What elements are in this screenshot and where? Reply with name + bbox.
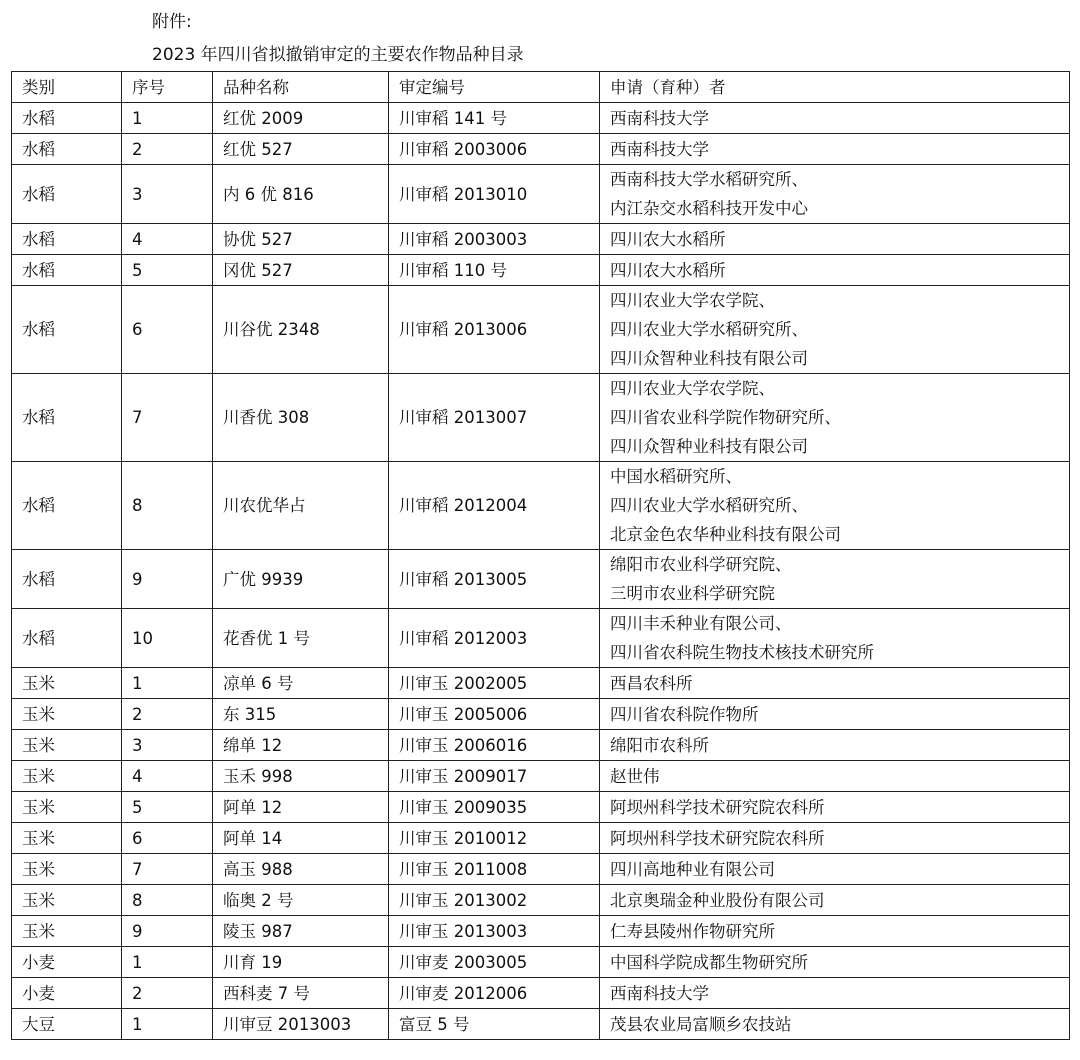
variety-name-cell: 西科麦 7 号 [213, 978, 389, 1009]
approval-number-cell: 川审稻 2013007 [389, 374, 600, 462]
variety-name-cell: 陵玉 987 [213, 916, 389, 947]
applicant-cell [600, 550, 1070, 609]
applicant-cell [600, 978, 1070, 1009]
number-cell: 10 [122, 609, 213, 668]
applicant-cell [600, 609, 1070, 668]
applicant-line: 赵世伟 [610, 766, 660, 786]
applicant-cell [600, 792, 1070, 823]
approval-number-cell: 川审麦 2003005 [389, 947, 600, 978]
applicant-line: 三明市农业科学研究院 [610, 584, 775, 603]
approval-number-cell: 川审稻 2003006 [389, 134, 600, 165]
approval-number-cell: 川审稻 110 号 [389, 255, 600, 286]
table-row [12, 103, 1070, 134]
applicant-line: 阿坝州科学技术研究院农科所 [610, 797, 825, 817]
category-cell: 水稻 [12, 224, 122, 255]
category-cell: 玉米 [12, 668, 122, 699]
variety-name-cell: 冈优 527 [213, 255, 389, 286]
number-cell: 2 [122, 134, 213, 165]
applicant-line: 四川丰禾种业有限公司、 [610, 614, 792, 633]
attachment-label: 附件: [152, 12, 192, 32]
number-cell: 1 [122, 1009, 213, 1040]
category-cell: 水稻 [12, 165, 122, 224]
number-cell: 1 [122, 103, 213, 134]
applicant-cell [600, 134, 1070, 165]
approval-number-cell: 川审稻 2013005 [389, 550, 600, 609]
applicant-cell [600, 165, 1070, 224]
variety-name-cell: 高玉 988 [213, 854, 389, 885]
number-cell: 4 [122, 224, 213, 255]
header-variety-name: 品种名称 [213, 72, 389, 103]
applicant-cell [600, 730, 1070, 761]
approval-number-cell: 川审玉 2013003 [389, 916, 600, 947]
applicant-cell [600, 462, 1070, 550]
applicant-line: 绵阳市农科所 [610, 735, 709, 755]
header-applicant: 申请（育种）者 [600, 72, 1070, 103]
table-header-row [12, 72, 1070, 103]
applicant-cell [600, 286, 1070, 374]
number-cell: 7 [122, 374, 213, 462]
header-approval-number: 审定编号 [389, 72, 600, 103]
category-cell: 玉米 [12, 823, 122, 854]
number-cell: 5 [122, 255, 213, 286]
applicant-cell [600, 668, 1070, 699]
applicant-line: 北京奥瑞金种业股份有限公司 [610, 890, 825, 910]
table-row [12, 699, 1070, 730]
category-cell: 玉米 [12, 761, 122, 792]
applicant-line: 中国科学院成都生物研究所 [610, 952, 808, 972]
applicant-cell [600, 885, 1070, 916]
applicant-cell [600, 947, 1070, 978]
applicant-line: 北京金色农华种业科技有限公司 [610, 525, 841, 544]
approval-number-cell: 川审玉 2002005 [389, 668, 600, 699]
table-row [12, 978, 1070, 1009]
applicant-cell [600, 699, 1070, 730]
applicant-cell [600, 823, 1070, 854]
applicant-line: 四川众智种业科技有限公司 [610, 349, 808, 368]
category-cell: 玉米 [12, 885, 122, 916]
approval-number-cell: 川审玉 2009017 [389, 761, 600, 792]
table-body [12, 103, 1070, 1040]
applicant-line: 四川农业大学农学院、 [610, 379, 775, 398]
approval-number-cell: 川审稻 2013010 [389, 165, 600, 224]
number-cell: 9 [122, 550, 213, 609]
approval-number-cell: 川审麦 2012006 [389, 978, 600, 1009]
applicant-line: 四川农业大学农学院、 [610, 291, 775, 310]
category-cell: 水稻 [12, 134, 122, 165]
variety-name-cell: 内 6 优 816 [213, 165, 389, 224]
category-cell: 玉米 [12, 792, 122, 823]
table-row [12, 916, 1070, 947]
variety-name-cell: 花香优 1 号 [213, 609, 389, 668]
applicant-line: 四川农大水稻所 [610, 260, 726, 280]
applicant-line: 四川省农科院作物所 [610, 704, 759, 724]
table-row [12, 792, 1070, 823]
variety-name-cell: 广优 9939 [213, 550, 389, 609]
variety-name-cell: 临奥 2 号 [213, 885, 389, 916]
number-cell: 9 [122, 916, 213, 947]
applicant-line: 西南科技大学 [610, 139, 709, 159]
category-cell: 水稻 [12, 374, 122, 462]
number-cell: 6 [122, 823, 213, 854]
approval-number-cell: 川审稻 2012003 [389, 609, 600, 668]
category-cell: 水稻 [12, 286, 122, 374]
variety-catalog-table [11, 71, 1070, 1040]
number-cell: 1 [122, 947, 213, 978]
applicant-line: 西南科技大学水稻研究所、 [610, 170, 808, 189]
applicant-line: 西南科技大学 [610, 108, 709, 128]
table-row [12, 286, 1070, 374]
document-title: 2023 年四川省拟撤销审定的主要农作物品种目录 [152, 45, 524, 65]
applicant-cell [600, 103, 1070, 134]
category-cell: 玉米 [12, 916, 122, 947]
applicant-cell [600, 224, 1070, 255]
category-cell: 水稻 [12, 255, 122, 286]
table-row [12, 947, 1070, 978]
table-row [12, 885, 1070, 916]
approval-number-cell: 川审稻 2003003 [389, 224, 600, 255]
variety-name-cell: 川农优华占 [213, 462, 389, 550]
number-cell: 2 [122, 699, 213, 730]
applicant-line: 仁寿县陵州作物研究所 [610, 921, 775, 941]
number-cell: 1 [122, 668, 213, 699]
applicant-line: 内江杂交水稻科技开发中心 [610, 199, 808, 218]
applicant-line: 四川农业大学水稻研究所、 [610, 320, 808, 339]
approval-number-cell: 富豆 5 号 [389, 1009, 600, 1040]
variety-name-cell: 川育 19 [213, 947, 389, 978]
category-cell: 水稻 [12, 103, 122, 134]
category-cell: 玉米 [12, 730, 122, 761]
applicant-cell [600, 1009, 1070, 1040]
variety-name-cell: 阿单 14 [213, 823, 389, 854]
number-cell: 2 [122, 978, 213, 1009]
number-cell: 3 [122, 730, 213, 761]
applicant-cell [600, 916, 1070, 947]
number-cell: 3 [122, 165, 213, 224]
applicant-line: 绵阳市农业科学研究院、 [610, 555, 792, 574]
approval-number-cell: 川审玉 2011008 [389, 854, 600, 885]
number-cell: 8 [122, 462, 213, 550]
variety-name-cell: 川审豆 2013003 [213, 1009, 389, 1040]
number-cell: 5 [122, 792, 213, 823]
number-cell: 6 [122, 286, 213, 374]
table-row [12, 609, 1070, 668]
variety-name-cell: 协优 527 [213, 224, 389, 255]
header-number: 序号 [122, 72, 213, 103]
applicant-cell [600, 761, 1070, 792]
table-row [12, 255, 1070, 286]
category-cell: 玉米 [12, 699, 122, 730]
category-cell: 水稻 [12, 462, 122, 550]
applicant-line: 西南科技大学 [610, 983, 709, 1003]
applicant-line: 西昌农科所 [610, 673, 693, 693]
number-cell: 8 [122, 885, 213, 916]
applicant-line: 茂县农业局富顺乡农技站 [610, 1014, 792, 1034]
table-row [12, 1009, 1070, 1040]
category-cell: 小麦 [12, 978, 122, 1009]
table-row [12, 730, 1070, 761]
number-cell: 7 [122, 854, 213, 885]
approval-number-cell: 川审稻 2012004 [389, 462, 600, 550]
approval-number-cell: 川审玉 2013002 [389, 885, 600, 916]
category-cell: 玉米 [12, 854, 122, 885]
header-category: 类别 [12, 72, 122, 103]
applicant-line: 中国水稻研究所、 [610, 467, 742, 486]
applicant-cell [600, 854, 1070, 885]
table-row [12, 374, 1070, 462]
applicant-line: 四川农业大学水稻研究所、 [610, 496, 808, 515]
applicant-line: 四川省农业科学院作物研究所、 [610, 408, 841, 427]
applicant-line: 四川众智种业科技有限公司 [610, 437, 808, 456]
variety-name-cell: 绵单 12 [213, 730, 389, 761]
table-row [12, 761, 1070, 792]
table-row [12, 134, 1070, 165]
variety-name-cell: 红优 2009 [213, 103, 389, 134]
approval-number-cell: 川审玉 2010012 [389, 823, 600, 854]
table-row [12, 854, 1070, 885]
variety-name-cell: 川香优 308 [213, 374, 389, 462]
variety-name-cell: 红优 527 [213, 134, 389, 165]
applicant-line: 四川高地种业有限公司 [610, 859, 775, 879]
table-row [12, 224, 1070, 255]
approval-number-cell: 川审稻 2013006 [389, 286, 600, 374]
applicant-cell [600, 255, 1070, 286]
variety-name-cell: 玉禾 998 [213, 761, 389, 792]
applicant-line: 四川省农科院生物技术核技术研究所 [610, 643, 874, 662]
table-row [12, 462, 1070, 550]
variety-name-cell: 川谷优 2348 [213, 286, 389, 374]
approval-number-cell: 川审玉 2009035 [389, 792, 600, 823]
applicant-cell [600, 374, 1070, 462]
approval-number-cell: 川审稻 141 号 [389, 103, 600, 134]
table-row [12, 668, 1070, 699]
table-row [12, 165, 1070, 224]
table-row [12, 550, 1070, 609]
category-cell: 大豆 [12, 1009, 122, 1040]
variety-name-cell: 凉单 6 号 [213, 668, 389, 699]
approval-number-cell: 川审玉 2005006 [389, 699, 600, 730]
number-cell: 4 [122, 761, 213, 792]
applicant-line: 四川农大水稻所 [610, 229, 726, 249]
variety-name-cell: 阿单 12 [213, 792, 389, 823]
variety-name-cell: 东 315 [213, 699, 389, 730]
category-cell: 小麦 [12, 947, 122, 978]
category-cell: 水稻 [12, 609, 122, 668]
table-row [12, 823, 1070, 854]
category-cell: 水稻 [12, 550, 122, 609]
approval-number-cell: 川审玉 2006016 [389, 730, 600, 761]
applicant-line: 阿坝州科学技术研究院农科所 [610, 828, 825, 848]
